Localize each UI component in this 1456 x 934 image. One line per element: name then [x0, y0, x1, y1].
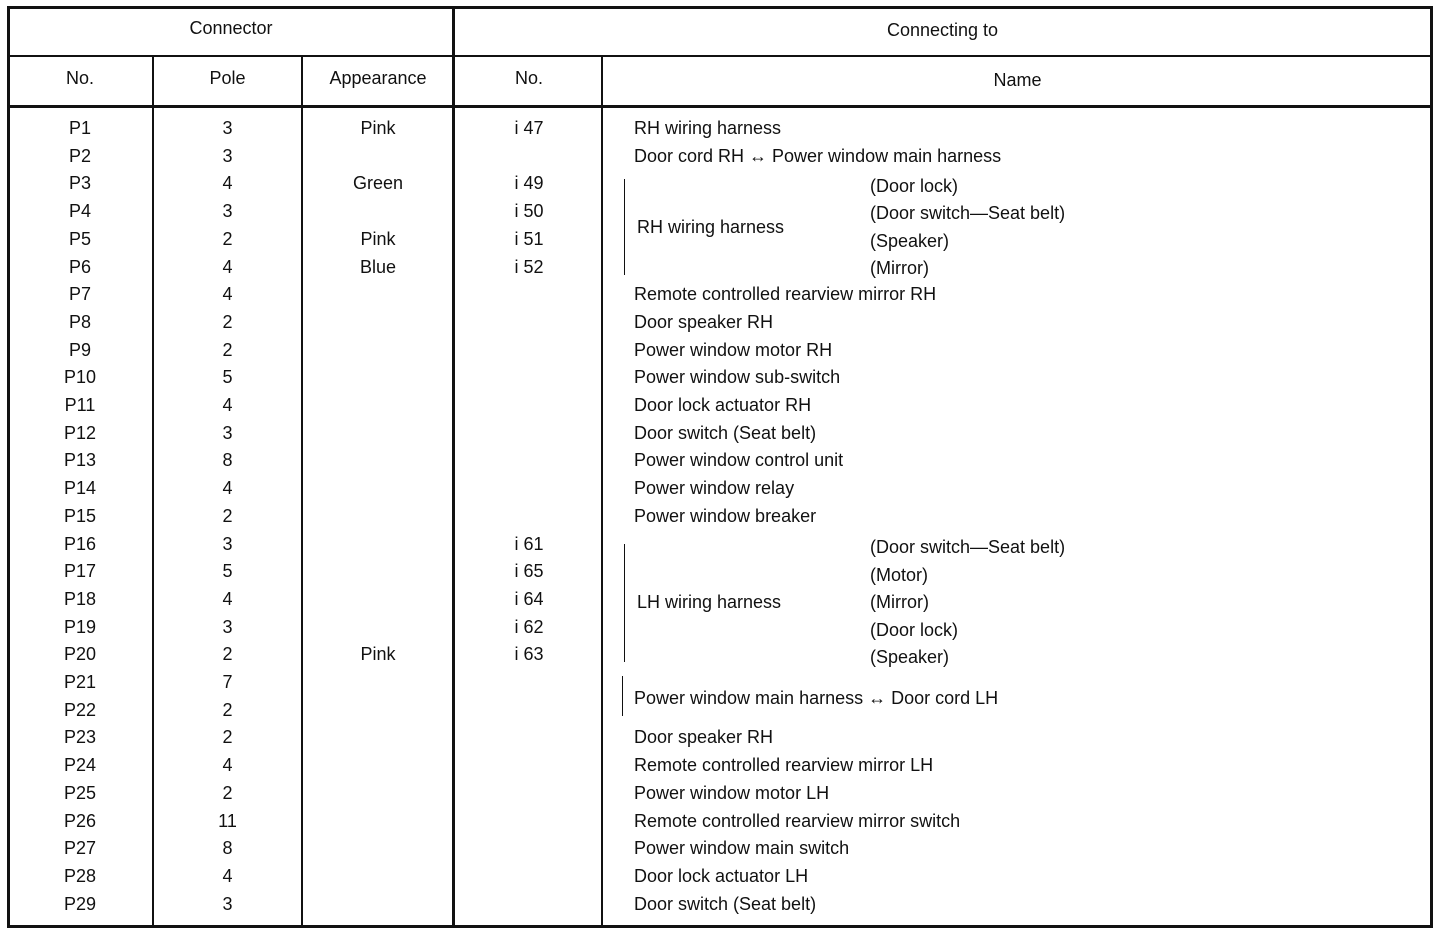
connector-no: P2: [68, 146, 92, 166]
connector-no: P14: [63, 478, 97, 498]
col-divider-no: [152, 56, 154, 928]
connector-no: P21: [63, 672, 97, 692]
pole-count: 4: [222, 173, 233, 193]
connector-no: P12: [63, 423, 97, 443]
pole-count: 4: [222, 284, 233, 304]
rh-harness-item: (Door lock): [870, 176, 959, 196]
pole-count: 4: [222, 755, 233, 775]
connector-no: P26: [63, 811, 97, 831]
lh-harness-item: (Motor): [870, 565, 928, 585]
header-appearance: Appearance: [329, 68, 427, 88]
connector-no: P3: [68, 173, 92, 193]
connector-no: P16: [63, 534, 97, 554]
connecting-name: Door cord RH ↔ Power window main harness: [634, 146, 1002, 166]
connector-no: P18: [63, 589, 97, 609]
connecting-name: Door lock actuator RH: [634, 395, 812, 415]
pole-count: 2: [222, 700, 233, 720]
pole-count: 8: [222, 450, 233, 470]
main-harness-label: Power window main harness ↔ Door cord LH: [634, 688, 999, 708]
header-connecting-to: Connecting to: [886, 20, 999, 40]
pole-count: 2: [222, 312, 233, 332]
connecting-no: i 62: [514, 617, 544, 637]
header-no: No.: [65, 68, 94, 88]
header-conn-no: No.: [514, 68, 543, 88]
rh-harness-bracket: [624, 179, 625, 275]
connecting-name: Remote controlled rearview mirror switch: [634, 811, 961, 831]
header-connector: Connector: [189, 18, 273, 38]
pole-count: 4: [222, 866, 233, 886]
connector-no: P17: [63, 561, 97, 581]
rh-harness-item: (Speaker): [870, 231, 950, 251]
connector-no: P29: [63, 894, 97, 914]
pole-count: 4: [222, 395, 233, 415]
connecting-name: Door speaker RH: [634, 312, 774, 332]
pole-count: 3: [222, 423, 233, 443]
pole-count: 3: [222, 146, 233, 166]
pole-count: 4: [222, 257, 233, 277]
pole-count: 2: [222, 506, 233, 526]
connector-no: P19: [63, 617, 97, 637]
pole-count: 3: [222, 617, 233, 637]
connecting-no: i 63: [514, 644, 544, 664]
pole-count: 5: [222, 367, 233, 387]
connecting-no: i 61: [514, 534, 544, 554]
appearance: Pink: [360, 118, 396, 138]
pole-count: 4: [222, 478, 233, 498]
appearance: Green: [352, 173, 404, 193]
lh-harness-label: LH wiring harness: [637, 592, 782, 612]
connecting-name: Power window motor RH: [634, 340, 833, 360]
connecting-no: i 51: [514, 229, 544, 249]
connecting-name: Power window relay: [634, 478, 795, 498]
connector-no: P11: [64, 395, 96, 415]
connector-no: P23: [63, 727, 97, 747]
connecting-name: Door switch (Seat belt): [634, 894, 817, 914]
col-divider-connector: [452, 6, 455, 928]
header-divider-2: [7, 105, 1433, 108]
connector-no: P15: [63, 506, 97, 526]
pole-count: 3: [222, 534, 233, 554]
appearance: Pink: [360, 644, 396, 664]
pole-count: 7: [222, 672, 233, 692]
header-pole: Pole: [209, 68, 246, 88]
connecting-name: Door speaker RH: [634, 727, 774, 747]
connecting-no: i 49: [514, 173, 544, 193]
connecting-name: Remote controlled rearview mirror LH: [634, 755, 934, 775]
connector-no: P4: [68, 201, 92, 221]
connecting-no: i 50: [514, 201, 544, 221]
connector-no: P24: [63, 755, 97, 775]
pole-count: 8: [222, 838, 233, 858]
connector-no: P5: [68, 229, 92, 249]
connecting-name: Power window motor LH: [634, 783, 830, 803]
connecting-name: Remote controlled rearview mirror RH: [634, 284, 937, 304]
connector-no: P10: [63, 367, 97, 387]
connecting-name: Power window control unit: [634, 450, 844, 470]
pole-count: 2: [222, 644, 233, 664]
connector-no: P1: [68, 118, 92, 138]
pole-count: 4: [222, 589, 233, 609]
connecting-no: i 47: [514, 118, 544, 138]
appearance: Blue: [359, 257, 397, 277]
connecting-name: RH wiring harness: [634, 118, 782, 138]
pole-count: 5: [222, 561, 233, 581]
lh-harness-item: (Mirror): [870, 592, 929, 612]
connector-no: P27: [63, 838, 97, 858]
pole-count: 3: [222, 118, 233, 138]
header-name: Name: [993, 70, 1042, 90]
connector-no: P7: [68, 284, 92, 304]
connector-no: P28: [63, 866, 97, 886]
connecting-no: i 52: [514, 257, 544, 277]
rh-harness-label: RH wiring harness: [637, 217, 785, 237]
appearance: Pink: [360, 229, 396, 249]
pole-count: 2: [222, 229, 233, 249]
connecting-name: Door lock actuator LH: [634, 866, 809, 886]
connector-no: P6: [68, 257, 92, 277]
rh-harness-item: (Door switch—Seat belt): [870, 203, 1066, 223]
connector-no: P22: [63, 700, 97, 720]
connector-no: P25: [63, 783, 97, 803]
rh-harness-item: (Mirror): [870, 258, 929, 278]
lh-harness-item: (Speaker): [870, 647, 950, 667]
pole-count: 11: [218, 811, 237, 831]
connecting-name: Power window sub-switch: [634, 367, 841, 387]
connecting-no: i 64: [514, 589, 544, 609]
connecting-name: Door switch (Seat belt): [634, 423, 817, 443]
lh-harness-bracket: [624, 544, 625, 662]
pole-count: 3: [222, 201, 233, 221]
connecting-name: Power window main switch: [634, 838, 850, 858]
connector-no: P13: [63, 450, 97, 470]
pole-count: 2: [222, 727, 233, 747]
connecting-no: i 65: [514, 561, 544, 581]
pole-count: 3: [222, 894, 233, 914]
header-divider-1: [7, 55, 1433, 57]
connecting-name: Power window breaker: [634, 506, 817, 526]
pole-count: 2: [222, 783, 233, 803]
connector-no: P9: [68, 340, 92, 360]
lh-harness-item: (Door switch—Seat belt): [870, 537, 1066, 557]
lh-harness-item: (Door lock): [870, 620, 959, 640]
main-harness-bracket: [622, 676, 623, 716]
connector-no: P20: [63, 644, 97, 664]
connector-no: P8: [68, 312, 92, 332]
pole-count: 2: [222, 340, 233, 360]
